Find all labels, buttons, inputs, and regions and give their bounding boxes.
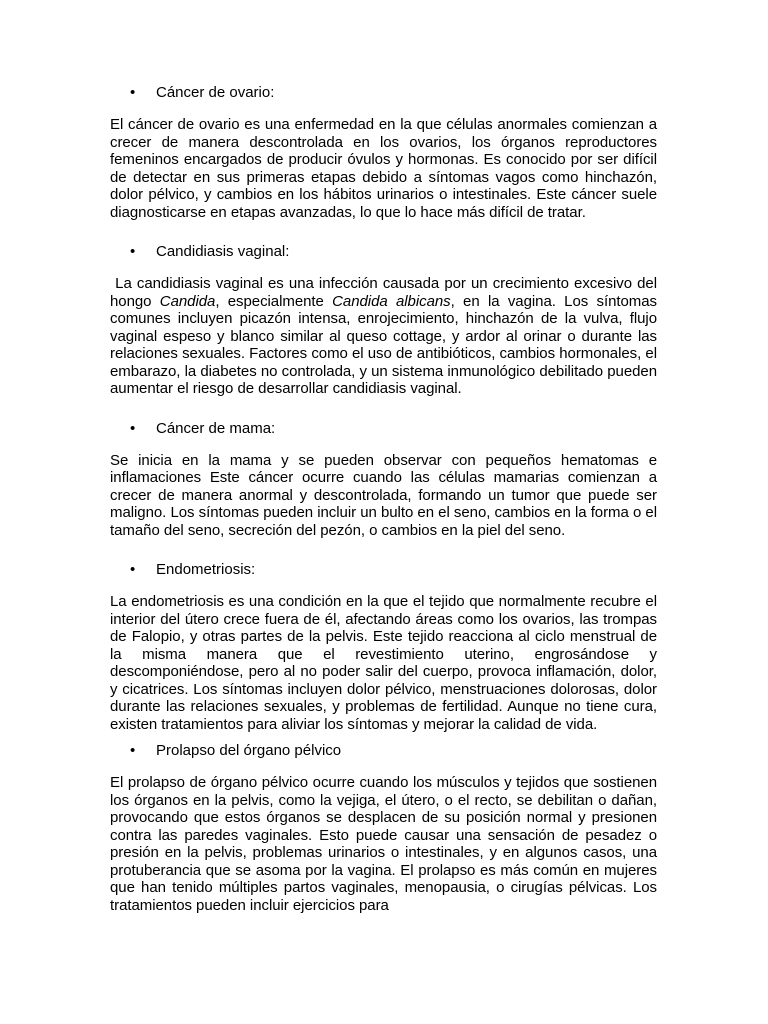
paragraph-italic: Candida: [159, 292, 216, 310]
paragraph-text: La candidiasis vaginal es una infección causada por un crecimiento excesivo del hongo: [110, 275, 662, 310]
section-heading: [110, 561, 657, 579]
paragraph-text: El cáncer de ovario es una enfermedad en la que células anormales comienzan a crecer de manera descontrolada en los ovarios, los órganos reproductores femeninos encargados de producir óvulos y hormonas. Es conocido por ser difícil de detectar en sus primeras etapas debido a síntomas vagos como hinchazón, dolor pélvico, y cambios en los hábitos urinarios o intestinales. Este cáncer suele diagnosticarse en etapas avanzadas, lo que lo hace más difícil de tratar.: [110, 116, 657, 221]
section-candidiasis-vaginal: [110, 243, 662, 398]
paragraph-text: Se inicia en la mama y se pueden observar con pequeños hematomas e inflamaciones Este cáncer ocurre cuando las células mamarias comienzan a crecer de manera anormal y descontrolada, formando un tumor que puede ser maligno. Los síntomas pueden incluir un bulto en el seno, cambios en la forma o el tamaño del seno, secreción del pezón, o cambios en la piel del seno.: [110, 451, 657, 539]
heading-text: Cáncer de mama:: [156, 419, 276, 437]
section-paragraph: [110, 452, 657, 540]
paragraph-italic: Candida albicans: [332, 292, 451, 310]
section-endometriosis: [110, 561, 657, 733]
paragraph-text: El prolapso de órgano pélvico ocurre cuando los músculos y tejidos que sostienen los órganos en la pelvis, como la vejiga, el útero, o el recto, se debilitan o dañan, provocando que estos órganos se desplacen de su posición normal y presionen contra las paredes vaginales. Esto puede causar una sensación de pesadez o presión en la pelvis, problemas urinarios o intestinales, y en algunos casos, una protuberancia que se asoma por la vagina. El prolapso es más común en mujeres que han tenido múltiples partos vaginales, menopausia, o cirugías pélvicas. Los tratamientos pueden incluir ejercicios para: [110, 774, 657, 914]
section-cancer-mama: [110, 420, 657, 540]
section-cancer-ovario: [110, 84, 657, 221]
bullet-icon: •: [130, 561, 136, 578]
section-heading: [110, 420, 657, 438]
document-page: [110, 84, 662, 914]
paragraph-text: , especialmente: [215, 292, 333, 310]
bullet-icon: •: [130, 243, 136, 260]
heading-text: Cáncer de ovario:: [156, 84, 275, 101]
section-paragraph: [110, 593, 657, 733]
section-paragraph: [110, 275, 662, 398]
section-paragraph: [110, 116, 657, 221]
paragraph-text: , en la vagina. Los síntomas comunes incluyen picazón intensa, enrojecimiento, hinchazón de la vulva, flujo vaginal espeso y blanco similar al queso cottage, y ardor al orinar o durante las relaciones sexuales. Factores como el uso de antibióticos, cambios hormonales, el embarazo, la diabetes no controlada, y un sistema inmunológico debilitado pueden aumentar el riesgo de desarrollar candidiasis vaginal.: [110, 292, 662, 397]
section-prolapso-organo-pelvico: [110, 742, 657, 914]
section-paragraph: [110, 774, 657, 914]
section-heading: [110, 243, 657, 261]
heading-text: Prolapso del órgano pélvico: [156, 742, 342, 759]
section-heading: [110, 84, 657, 102]
heading-text: Endometriosis:: [156, 561, 256, 578]
paragraph-text: La endometriosis es una condición en la que el tejido que normalmente recubre el interior del útero crece fuera de él, afectando áreas como los ovarios, las trompas de Falopio, y otras partes de la pelvis. Este tejido reacciona al ciclo menstrual de la misma manera que el revestimiento uterino, engrosándose y descomponiéndose, pero al no poder salir del cuerpo, provoca inflamación, dolor, y cicatrices. Los síntomas incluyen dolor pélvico, menstruaciones dolorosas, dolor durante las relaciones sexuales, y problemas de fertilidad. Aunque no tiene cura, existen tratamientos para aliviar los síntomas y mejorar la calidad de vida.: [110, 593, 657, 733]
section-heading: [110, 742, 657, 760]
bullet-icon: •: [130, 84, 136, 101]
bullet-icon: •: [130, 742, 136, 759]
bullet-icon: •: [130, 419, 136, 437]
heading-text: Candidiasis vaginal:: [156, 243, 290, 260]
